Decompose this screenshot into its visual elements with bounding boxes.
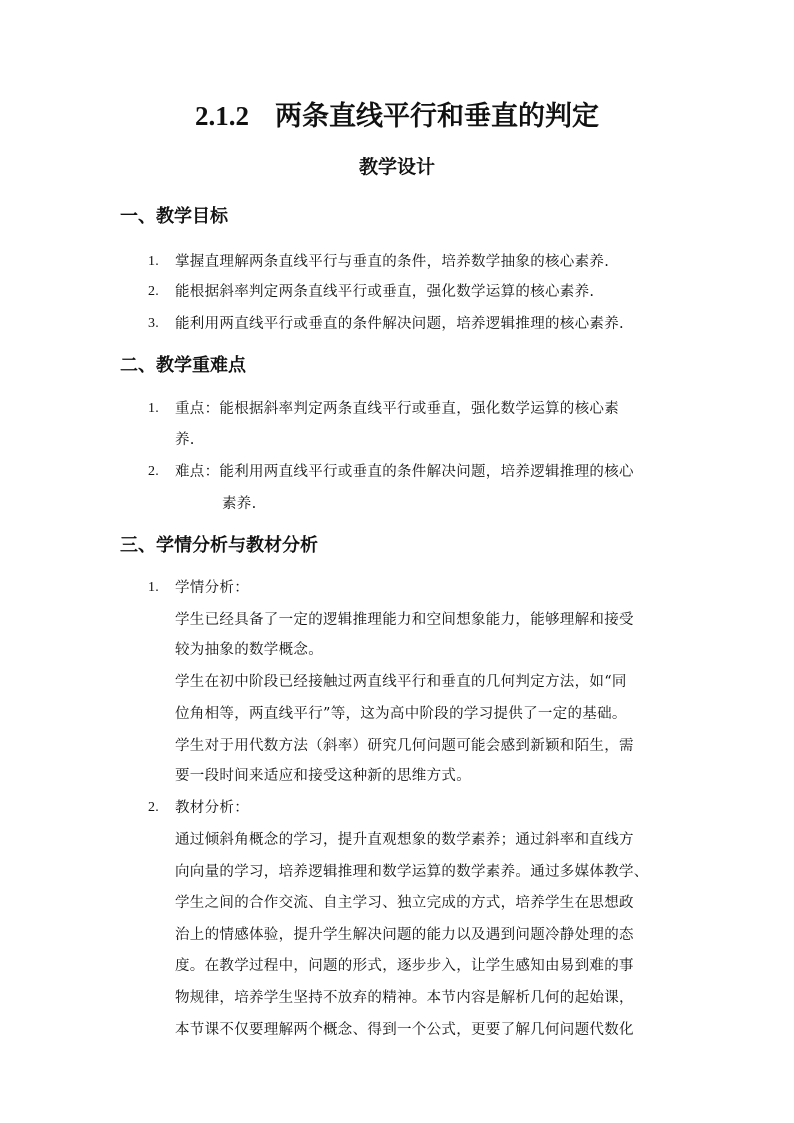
list-number: 1. bbox=[148, 401, 160, 416]
section-heading-3: 三、学情分析与教材分析 bbox=[120, 535, 318, 556]
list-item-line: 素养. bbox=[222, 496, 257, 512]
paragraph-line: 通过倾斜角概念的学习，提升直观想象的数学素养；通过斜率和直线方 bbox=[175, 832, 634, 848]
list-number: 2. bbox=[148, 464, 160, 479]
title-text: 两条直线平行和垂直的判定 bbox=[275, 101, 599, 132]
list-item: 掌握直理解两条直线平行与垂直的条件，培养数学抽象的核心素养. bbox=[175, 254, 610, 270]
list-number: 2. bbox=[148, 800, 160, 815]
paragraph-line: 度。在教学过程中，问题的形式，逐步步入，让学生感知由易到难的事 bbox=[175, 958, 634, 974]
paragraph-line: 较为抽象的数学概念。 bbox=[175, 642, 323, 658]
list-item-line: 难点：能利用两直线平行或垂直的条件解决问题，培养逻辑推理的核心 bbox=[175, 464, 634, 480]
list-number: 3. bbox=[148, 316, 160, 331]
subsection-label: 学情分析： bbox=[175, 580, 249, 596]
paragraph-line: 学生在初中阶段已经接触过两直线平行和垂直的几何判定方法，如“同 bbox=[175, 674, 627, 690]
paragraph-line: 本节课不仅要理解两个概念、得到一个公式，更要了解几何问题代数化 bbox=[175, 1022, 634, 1038]
paragraph-line: 学生对于用代数方法（斜率）研究几何问题可能会感到新颖和陌生，需 bbox=[175, 738, 634, 754]
paragraph-line: 学生之间的合作交流、自主学习、独立完成的方式，培养学生在思想政 bbox=[175, 895, 634, 911]
list-item-line: 重点：能根据斜率判定两条直线平行或垂直，强化数学运算的核心素 bbox=[175, 401, 619, 417]
section-heading-1: 一、教学目标 bbox=[120, 206, 228, 227]
paragraph-line: 物规律，培养学生坚持不放弃的精神。本节内容是解析几何的起始课， bbox=[175, 990, 634, 1006]
list-item: 能利用两直线平行或垂直的条件解决问题，培养逻辑推理的核心素养. bbox=[175, 316, 624, 332]
section-heading-2: 二、教学重难点 bbox=[120, 355, 246, 376]
paragraph-line: 学生已经具备了一定的逻辑推理能力和空间想象能力，能够理解和接受 bbox=[175, 612, 634, 628]
list-item-line: 养. bbox=[175, 432, 195, 448]
subsection-label: 教材分析： bbox=[175, 800, 249, 816]
paragraph-line: 向向量的学习，培养逻辑推理和数学运算的数学素养。通过多媒体教学、 bbox=[175, 864, 649, 880]
list-item: 能根据斜率判定两条直线平行或垂直，强化数学运算的核心素养. bbox=[175, 284, 595, 300]
list-number: 1. bbox=[148, 254, 160, 269]
paragraph-line: 治上的情感体验，提升学生解决问题的能力以及遇到问题冷静处理的态 bbox=[175, 927, 634, 943]
paragraph-line: 要一段时间来适应和接受这种新的思维方式。 bbox=[175, 768, 471, 784]
section-number: 2.1.2 bbox=[195, 101, 249, 131]
paragraph-line: 位角相等，两直线平行”等，这为高中阶段的学习提供了一定的基础。 bbox=[175, 706, 627, 722]
list-number: 1. bbox=[148, 580, 160, 595]
list-number: 2. bbox=[148, 284, 160, 299]
document-title bbox=[0, 98, 794, 135]
document-subtitle: 教学设计 bbox=[358, 156, 435, 178]
